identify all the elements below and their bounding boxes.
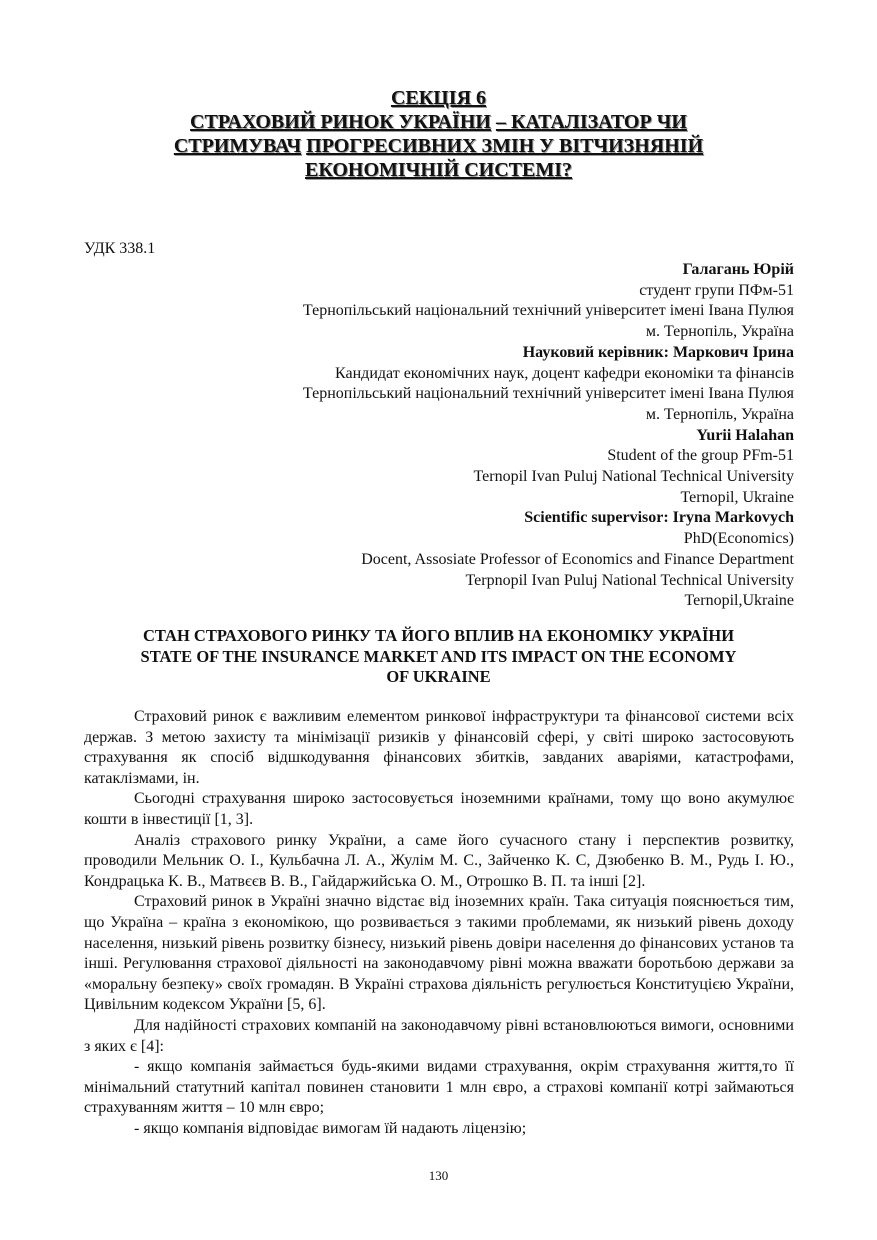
section-title-part: СТРАХОВИЙ РИНОК УКРАЇНИ — [190, 111, 491, 133]
page-number: 130 — [428, 1168, 449, 1183]
author-name-line: Галагань Юрій — [682, 261, 794, 278]
body-paragraph: Для надійності страхових компаній на законодавчому рівні встановлюються вимоги, основними з яких є [4]: — [84, 1016, 794, 1055]
article-title — [0, 626, 877, 688]
author-info-line: Тернопільський національний технічний університет імені Івана Пулюя — [302, 302, 794, 320]
title-ukrainian: СТАН СТРАХОВОГО РИНКУ ТА ЙОГО ВПЛИВ НА ЕКОНОМІКУ УКРАЇНИ — [142, 626, 735, 645]
body-paragraph: Сьогодні страхування широко застосовується іноземними країнами, тому що воно акумулює кошти в інвестиції [1, 3]. — [84, 790, 794, 828]
author-info-line: Docent, Assosiate Professor of Economics and Finance Department — [361, 550, 794, 568]
body-paragraph: Страховий ринок в Україні значно відстає від іноземних країн. Така ситуація пояснюється тим, що Україна – країна з економікою, що розвивається з такими проблемами, як низький рівень доходу населення, низький рівень розвитку бізнесу, низький рівень довіри населення до фінансових установ та інші. Регулювання страхової діяльності на законодавчому рівні можна вважати боротьбою держави за «моральну безпеку» своїх громадян. В Україні страхова діяльність регулюється Конституцією України, Цивільним кодексом України [5, 6]. — [84, 893, 794, 1014]
author-block — [74, 260, 794, 612]
udc-code: УДК 338.1 — [84, 240, 156, 257]
body-paragraph: Аналіз страхового ринку України, а саме його сучасного стану і перспектив розвитку, проводили Мельник О. І., Кульбачна Л. А., Жулім М. С., Зайченко К. С, Дзюбенко В. М., Рудь І. Ю., Кондрацька К. В., Матвєєв В. В., Гайдаржийська О. М., Отрошко В. П. та інші [2]. — [84, 831, 794, 890]
author-info-line: Ternopil Ivan Puluj National Technical University — [473, 468, 794, 486]
author-info-line: Ternopil,Ukraine — [684, 592, 794, 610]
author-info-line: Кандидат економічних наук, доцент кафедри економіки та фінансів — [335, 364, 794, 382]
author-name-line: Науковий керівник: Маркович Ірина — [522, 343, 794, 361]
author-info-line: Terpnopil Ivan Puluj National Technical University — [465, 571, 794, 589]
author-info-line: Ternopil, Ukraine — [680, 488, 794, 506]
body-paragraph: Страховий ринок є важливим елементом ринкової інфраструктури та фінансової системи всіх держав. З метою захисту та мінімізації ризиків у фінансовій сфері, у світі широко застосовують страхування як спосіб відшкодування фінансових збитків, завданих аваріями, катастрофами, катаклізмами, ін. — [84, 708, 794, 787]
section-title-part: СТРИМУВАЧ — [173, 135, 302, 157]
section-number: СЕКЦІЯ 6 — [390, 87, 487, 109]
author-name-line: Scientific supervisor: Iryna Markovych — [524, 509, 794, 527]
body-paragraph: - якщо компанія займається будь-якими видами страхування, окрім страхування життя,то її мінімальний статутний капітал повинен становити 1 млн євро, а страхові компанії котрі займаються страхуванням життя – 10 млн євро; — [84, 1058, 794, 1117]
author-info-line: Тернопільський національний технічний університет імені Івана Пулюя — [302, 385, 794, 403]
section-heading — [0, 86, 877, 182]
article-body — [84, 707, 794, 1139]
author-info-line: Student of the group PFm-51 — [607, 447, 794, 465]
body-paragraph: - якщо компанія відповідає вимогам їй надають ліцензію; — [134, 1119, 527, 1137]
author-info-line: студент групи ПФм-51 — [639, 281, 794, 299]
author-info-line: м. Тернопіль, Україна — [645, 323, 794, 341]
author-name-line: Yurii Halahan — [696, 426, 794, 444]
section-title-part: ЕКОНОМІЧНІЙ СИСТЕМІ? — [304, 159, 573, 181]
author-info-line: м. Тернопіль, Україна — [645, 405, 794, 423]
section-title-part: ПРОГРЕСИВНИХ ЗМІН У ВІТЧИЗНЯНІЙ — [306, 135, 704, 157]
title-english-cont: OF UKRAINE — [386, 667, 491, 686]
title-english: STATE OF THE INSURANCE MARKET AND ITS IMPACT ON THE ECONOMY — [140, 646, 737, 666]
author-info-line: PhD(Economics) — [683, 530, 794, 548]
section-title-part: – КАТАЛІЗАТОР ЧИ — [495, 111, 687, 133]
